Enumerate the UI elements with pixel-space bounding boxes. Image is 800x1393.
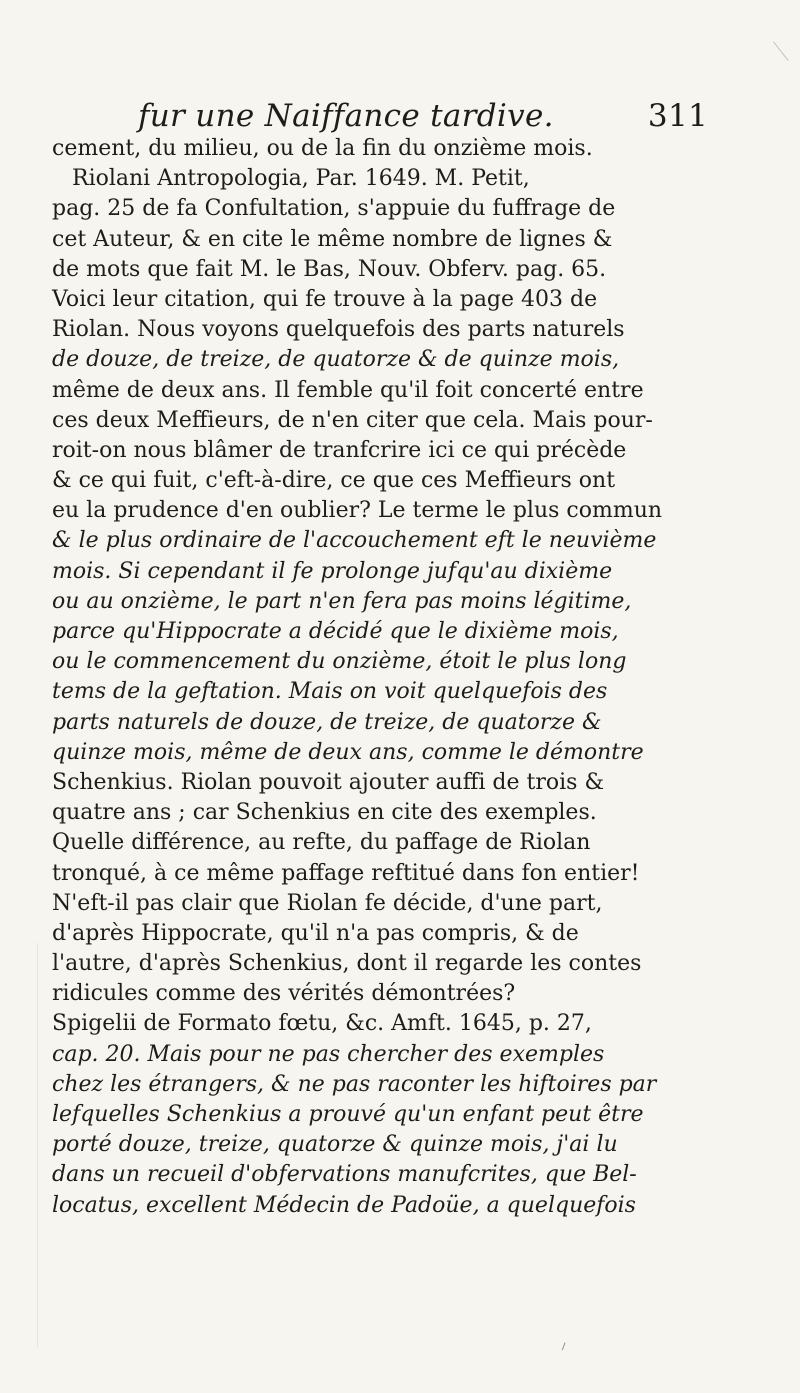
text-line-12: & ce qui fuit, c'eft-à-dire, ce que ces Meffieurs ont [52, 468, 616, 494]
text-line-27: d'après Hippocrate, qu'il n'a pas compris, & de [52, 920, 579, 946]
text-line-10: ces deux Meffieurs, de n'en citer que cela. Mais pour- [52, 407, 653, 433]
text-line-34: porté douze, treize, quatorze & quinze mois, j'ai lu [52, 1132, 618, 1158]
text-line-15: mois. Si cependant il fe prolonge jufqu'au dixième [52, 558, 613, 584]
text-line-22: Schenkius. Riolan pouvoit ajouter auffi de trois & [52, 769, 605, 795]
text-line-20: parts naturels de douze, de treize, de quatorze & [52, 709, 602, 735]
text-line-11: roit-on nous blâmer de tranfcrire ici ce qui précède [52, 437, 627, 463]
running-head [138, 95, 708, 137]
text-line-29: ridicules comme des vérités démontrées? [52, 981, 516, 1007]
text-line-26: N'eft-il pas clair que Riolan fe décide, d'une part, [52, 890, 603, 916]
text-line-25: tronqué, à ce même paffage reftitué dans fon entier! [52, 860, 640, 886]
text-line-3: pag. 25 de fa Confultation, s'appuie du fuffrage de [52, 196, 616, 222]
text-line-1: cement, du milieu, ou de la fin du onzième mois. [52, 136, 593, 161]
text-line-24: Quelle différence, au refte, du paffage de Riolan [52, 830, 591, 856]
page-edge-shadow [37, 943, 46, 1347]
text-line-35: dans un recueil d'obfervations manufcrites, que Bel- [52, 1162, 637, 1188]
text-line-2: Riolani Antropologia, Par. 1649. M. Petit, [72, 166, 530, 192]
text-line-17: parce qu'Hippocrate a décidé que le dixième mois, [52, 619, 619, 644]
text-line-30: Spigelii de Formato fœtu, &c. Amft. 1645, p. 27, [52, 1011, 592, 1037]
page-corner-mark [773, 30, 800, 61]
text-line-32: chez les étrangers, & ne pas raconter les hiftoires par [52, 1071, 657, 1097]
text-line-18: ou le commencement du onzième, étoit le plus long [52, 649, 627, 675]
text-line-36: locatus, excellent Médecin de Padoüe, a quelquefois [52, 1192, 636, 1218]
text-line-28: l'autre, d'après Schenkius, dont il regarde les contes [52, 951, 642, 977]
running-head-title: fur une Naiffance tardive. [138, 98, 554, 134]
text-line-13: eu la prudence d'en oublier? Le terme le plus commun [52, 498, 663, 524]
small-ink-mark [562, 1342, 569, 1351]
text-line-16: ou au onzième, le part n'en fera pas moins légitime, [52, 588, 632, 614]
text-line-7: Riolan. Nous voyons quelquefois des parts naturels [52, 317, 625, 343]
text-line-9: même de deux ans. Il femble qu'il foit concerté entre [52, 377, 644, 403]
text-line-6: Voici leur citation, qui fe trouve à la page 403 de [52, 286, 598, 312]
text-line-23: quatre ans ; car Schenkius en cite des exemples. [52, 800, 597, 826]
text-line-5: de mots que fait M. le Bas, Nouv. Obferv. pag. 65. [52, 256, 607, 282]
text-line-14: & le plus ordinaire de l'accouchement eft le neuvième [52, 528, 657, 554]
page-number: 311 [647, 98, 708, 134]
text-line-33: lefquelles Schenkius a prouvé qu'un enfant peut être [52, 1102, 644, 1127]
text-line-8: de douze, de treize, de quatorze & de quinze mois, [52, 347, 620, 373]
body-text [52, 134, 730, 1221]
text-line-4: cet Auteur, & en cite le même nombre de lignes & [52, 226, 613, 252]
text-line-19: tems de la geftation. Mais on voit quelquefois des [52, 679, 608, 705]
text-line-21: quinze mois, même de deux ans, comme le démontre [52, 739, 644, 765]
text-line-31: cap. 20. Mais pour ne pas chercher des exemples [52, 1041, 605, 1067]
